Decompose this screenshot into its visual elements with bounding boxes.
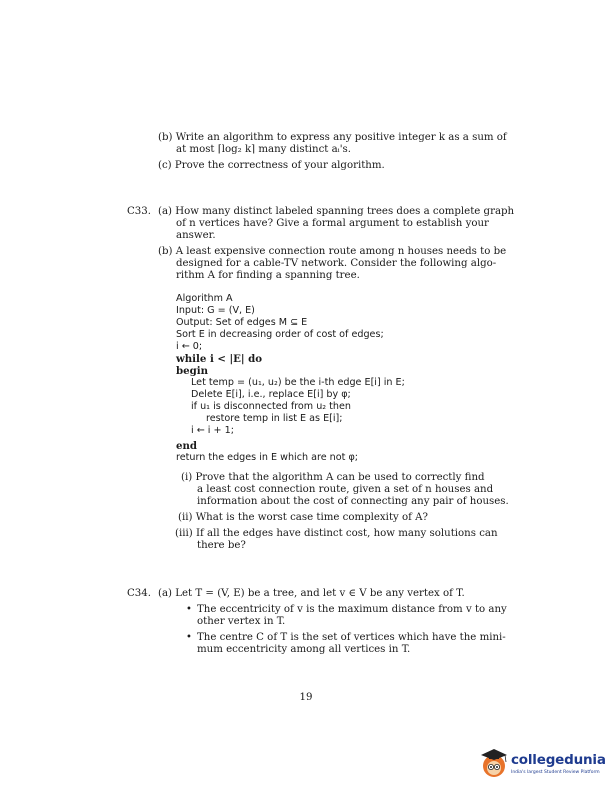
text-line: (ii) What is the worst case time complexity of A?: [178, 512, 428, 523]
text-line: designed for a cable-TV network. Consider the following algo-: [176, 258, 497, 269]
text-line: Sort E in decreasing order of cost of edges;: [176, 329, 384, 340]
text-line: (iii) If all the edges have distinct cost, how many solutions can: [175, 528, 498, 539]
text-line: restore temp in list E as E[i];: [206, 413, 343, 424]
text-line: • The eccentricity of v is the maximum distance from v to any: [197, 604, 507, 616]
text-line: end: [176, 440, 198, 452]
text-line: other vertex in T.: [197, 616, 286, 627]
text-line: of n vertices have? Give a formal argument to establish your: [176, 218, 489, 229]
text-line: (a) Let T = (V, E) be a tree, and let v ∈ V be any vertex of T.: [158, 588, 465, 599]
graduate-mascot-icon: [477, 744, 511, 784]
text-line: (b) A least expensive connection route among n houses needs to be: [158, 246, 507, 257]
text-line: begin: [176, 365, 209, 377]
text-line: i ← 0;: [176, 341, 203, 352]
text-line: i ← i + 1;: [191, 425, 234, 436]
text-line: • The centre C of T is the set of vertices which have the mini-: [197, 632, 506, 644]
text-line: answer.: [176, 230, 216, 241]
text-line: at most ⌈log₂ k⌉ many distinct aᵢ's.: [176, 144, 351, 155]
text-line: while i < |E| do: [176, 353, 263, 365]
text-line: C34.: [127, 588, 151, 599]
text-line: return the edges in E which are not φ;: [176, 452, 358, 463]
text-line: C33.: [127, 206, 151, 217]
text-line: (a) How many distinct labeled spanning trees does a complete graph: [158, 206, 515, 217]
text-line: a least cost connection route, given a set of n houses and: [197, 484, 494, 495]
collegedunia-logo: [477, 744, 607, 784]
text-line: (b) Write an algorithm to express any positive integer k as a sum of: [158, 132, 507, 143]
logo-tagline: India's largest Student Review Platform: [511, 770, 600, 775]
text-line: information about the cost of connecting any pair of houses.: [197, 496, 509, 507]
text-line: Delete E[i], i.e., replace E[i] by φ;: [191, 389, 351, 400]
text-line: Let temp = (u₁, u₂) be the i-th edge E[i] in E;: [191, 377, 405, 388]
text-line: Algorithm A: [176, 293, 233, 304]
text-line: (i) Prove that the algorithm A can be used to correctly find: [181, 472, 485, 483]
text-line: Output: Set of edges M ⊆ E: [176, 317, 308, 328]
logo-wordmark: collegedunia: [511, 752, 606, 768]
page-number: 19: [299, 692, 313, 703]
text-line: there be?: [197, 540, 246, 551]
text-line: (c) Prove the correctness of your algorithm.: [158, 160, 385, 171]
text-line: rithm A for finding a spanning tree.: [176, 270, 360, 281]
text-line: if u₁ is disconnected from u₂ then: [191, 401, 351, 412]
text-line: mum eccentricity among all vertices in T.: [197, 644, 411, 655]
text-line: Input: G = (V, E): [176, 305, 255, 316]
